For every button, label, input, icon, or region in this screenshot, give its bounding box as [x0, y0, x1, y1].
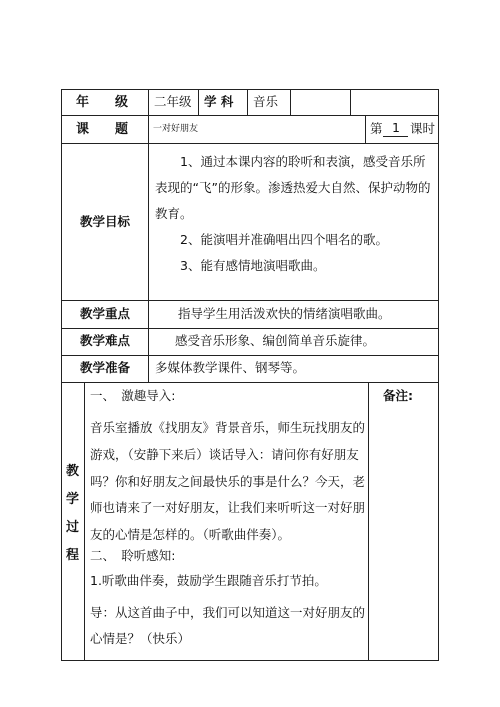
preparation-label: 教学准备	[80, 360, 131, 375]
rule-label-col	[148, 89, 149, 383]
period-number: 1	[392, 120, 400, 135]
rule-left	[61, 89, 62, 661]
difficulty-label: 教学难点	[80, 333, 131, 348]
rule-subject-value	[247, 89, 248, 116]
period-prefix: 第	[370, 121, 383, 136]
process-label-char-1: 教	[66, 464, 80, 479]
rule-top	[61, 89, 439, 90]
subject-label: 学 科	[204, 94, 234, 109]
process-label-char-4: 程	[66, 548, 80, 563]
process-label-char-2: 学	[66, 492, 80, 507]
section-1-body: 音乐室播放《找朋友》背景音乐，师生玩找朋友的游戏，（安静下来后）谈话导入：请问你有好朋友吗？你和好朋友之间最快乐的事是什么？今天，老师也请来了一对好朋友，让我们来听听这一对好朋友的心情是怎样的。（听歌曲伴奏）。	[90, 420, 366, 543]
rule-4	[61, 328, 439, 329]
rule-subject-end	[290, 89, 291, 116]
rule-2	[61, 143, 439, 144]
notes-label: 备注:	[383, 388, 413, 403]
rule-period	[365, 115, 366, 144]
subject-value: 音乐	[253, 94, 279, 109]
rule-grade-subject	[198, 89, 199, 116]
section-2-heading: 二、 聆听感知:	[90, 548, 176, 563]
grade-label: 年 级	[76, 95, 129, 110]
grade-value: 二年级	[154, 94, 192, 109]
rule-5	[61, 355, 439, 356]
process-label-char-3: 过	[66, 520, 80, 535]
period-underline	[383, 136, 408, 137]
rule-process-label	[84, 382, 85, 661]
rule-3	[61, 300, 439, 301]
lesson-label: 课 题	[76, 122, 129, 137]
key-point-label: 教学重点	[80, 306, 131, 321]
difficulty-text: 感受音乐形象、编创简单音乐旋律。	[175, 333, 376, 348]
goal-item-2: 2、能演唱并准确唱出四个唱名的歌。	[180, 232, 388, 247]
section-2-line-1: 1.听歌曲伴奏，鼓励学生跟随音乐打节拍。	[90, 573, 327, 588]
goal-item-3: 3、能有感情地演唱歌曲。	[180, 258, 326, 273]
section-1-heading: 一、 激趣导入:	[90, 388, 176, 403]
key-point-text: 指导学生用活泼欢快的情绪演唱歌曲。	[178, 306, 391, 321]
rule-right	[438, 89, 439, 661]
rule-notes	[368, 382, 369, 661]
rule-bottom	[61, 660, 439, 661]
goal-item-1: 1、通过本课内容的聆听和表演，感受音乐所表现的“飞”的形象。渗透热爱大自然、保护动物的教育。	[155, 154, 431, 221]
preparation-text: 多媒体教学课件、钢琴等。	[155, 360, 306, 375]
lesson-title: 一对好朋友	[153, 124, 199, 134]
rule-1	[61, 115, 439, 116]
goals-label: 教学目标	[80, 214, 131, 229]
section-2-line-2: 导：从这首曲子中，我们可以知道这一对好朋友的心情是？（快乐）	[90, 605, 366, 646]
rule-6	[61, 382, 439, 383]
period-suffix: 课时	[410, 121, 436, 136]
rule-blank-end	[350, 89, 351, 116]
